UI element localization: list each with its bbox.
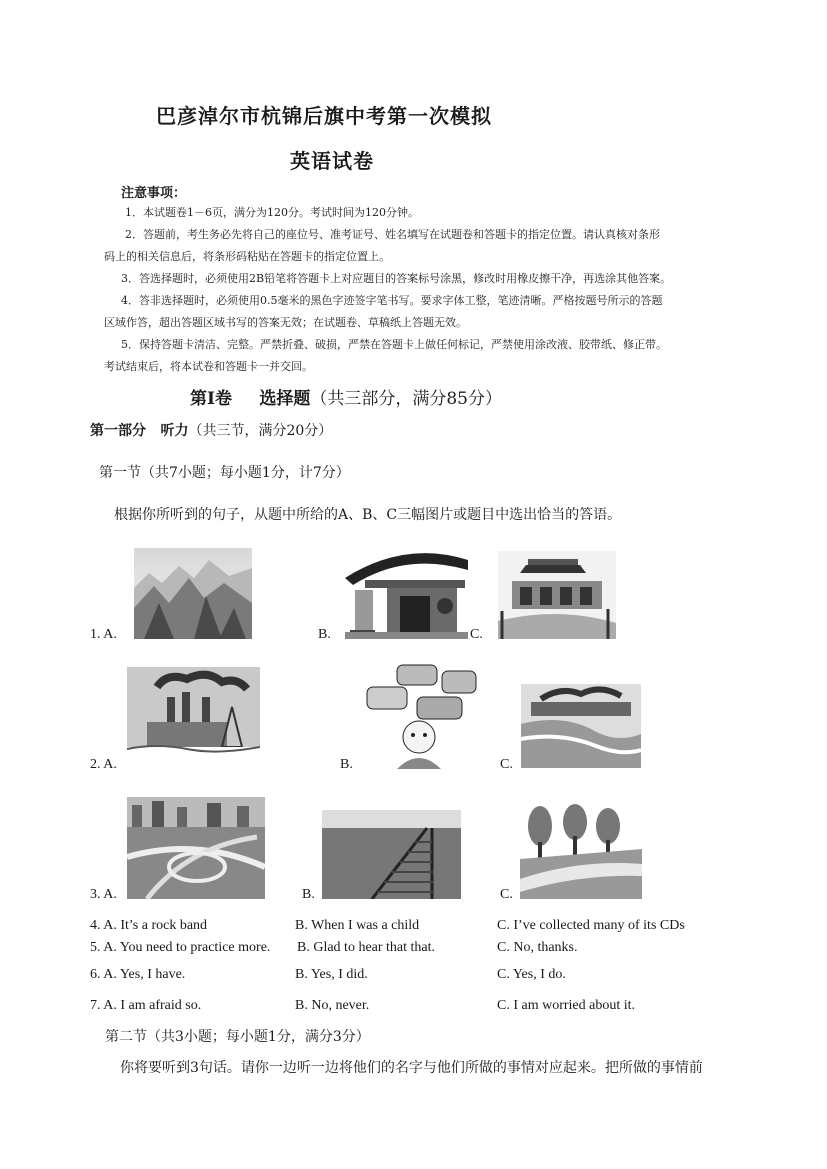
q2-b-label: B.: [340, 757, 353, 772]
q1-label: 1. A.: [90, 627, 117, 642]
section1-score: （共三节，满分20分）: [188, 423, 333, 439]
q2-c-label: C.: [500, 757, 513, 772]
q4-option-c: C. I’ve collected many of its CDs: [497, 918, 685, 933]
traffic-jam-picture: [357, 659, 478, 769]
note-4b: 区域作答，超出答题区域书写的答案无效；在试题卷、草稿纸上答题无效。: [104, 316, 467, 329]
note-3: 3．答选择题时，必须使用2B铅笔将答题卡上对应题目的答案标号涂黑，修改时用橡皮擦干净，再选涂其他答案。: [121, 272, 672, 285]
note-4a: 4．答非选择题时，必须使用0.5毫米的黑色字迹签字笔书写。要求字体工整，笔迹清晰。严格按题号所示的答题: [121, 294, 663, 307]
part1-vol: 第Ⅰ卷: [190, 389, 232, 409]
section1-heading: [90, 420, 332, 440]
q7-option-c: C. I am worried about it.: [497, 998, 636, 1013]
factory-picture: [127, 667, 260, 768]
sub2-instruction: 你将要听到3句话。请你一边听一边将他们的名字与他们所做的事情对应起来。把所做的事情前: [120, 1060, 703, 1076]
polluted-river-picture: [521, 684, 641, 768]
q5-option-a: 5. A. You need to practice more.: [90, 940, 271, 955]
q4-option-a: 4. A. It’s a rock band: [90, 918, 208, 933]
note-5b: 考试结束后，将本试卷和答题卡一并交回。: [104, 360, 313, 373]
exam-title: 巴彦淖尔市杭锦后旗中考第一次模拟: [156, 104, 492, 128]
section1-label: 第一部分: [90, 423, 146, 439]
railway-picture: [322, 810, 461, 899]
temple-picture: [345, 530, 468, 639]
note-2b: 码上的相关信息后，将条形码粘贴在答题卡的指定位置上。: [104, 250, 390, 263]
q6-option-a: 6. A. Yes, I have.: [90, 967, 186, 982]
part1-heading: [190, 384, 502, 409]
q3-label: 3. A.: [90, 887, 117, 902]
q5-option-c: C. No, thanks.: [497, 940, 578, 955]
note-2a: 2．答题前，考生务必先将自己的座位号、准考证号、姓名填写在试题卷和答题卡的指定位置。请认真核对条形: [125, 228, 660, 241]
notes-heading: 注意事项：: [121, 186, 187, 201]
sub1-title: 第一节（共7小题；每小题1分，计7分）: [99, 465, 350, 481]
part1-name: 选择题: [259, 389, 311, 409]
exam-subtitle: 英语试卷: [290, 149, 374, 173]
q1-b-label: B.: [318, 627, 331, 642]
sub1-instruction: 根据你所听到的句子，从题中所给的A、B、C三幅图片或题目中选出恰当的答语。: [114, 507, 622, 523]
part1-score: （共三部分，满分85分）: [310, 389, 502, 409]
q2-label: 2. A.: [90, 757, 117, 772]
q3-b-label: B.: [302, 887, 315, 902]
note-1: 1．本试题卷1－6页，满分为120分。考试时间为120分钟。: [125, 206, 419, 219]
q7-option-a: 7. A. I am afraid so.: [90, 998, 202, 1013]
q5-option-b: B. Glad to hear that that.: [297, 940, 436, 955]
mountain-picture: [134, 548, 252, 639]
note-5a: 5．保持答题卡清洁、完整。严禁折叠、破损，严禁在答题卡上做任何标记，严禁使用涂改液、胶带纸、修正带。: [121, 338, 667, 351]
river-trees-picture: [520, 804, 642, 899]
q6-option-c: C. Yes, I do.: [497, 967, 566, 982]
q1-c-label: C.: [470, 627, 483, 642]
gate-picture: [498, 551, 616, 639]
sub2-title: 第二节（共3小题；每小题1分，满分3分）: [105, 1029, 370, 1045]
q4-option-b: B. When I was a child: [295, 918, 420, 933]
city-highway-picture: [127, 797, 265, 899]
q7-option-b: B. No, never.: [295, 998, 370, 1013]
q6-option-b: B. Yes, I did.: [295, 967, 368, 982]
q3-c-label: C.: [500, 887, 513, 902]
section1-name: 听力: [160, 423, 189, 439]
